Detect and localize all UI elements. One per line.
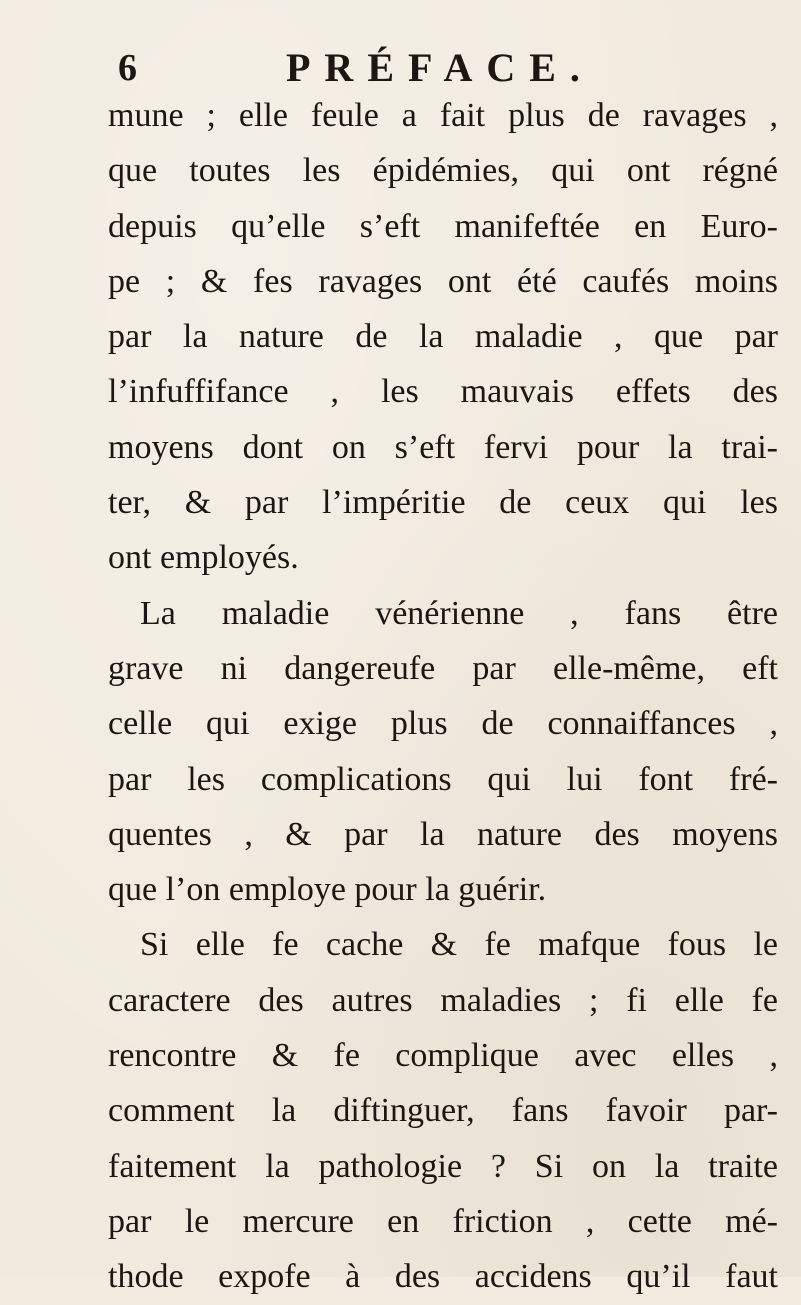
- text-line: que l’on employe pour la guérir.: [108, 871, 547, 909]
- text-line: rencontre & fe complique avec elles ,: [108, 1037, 778, 1075]
- running-head: [118, 44, 678, 92]
- running-title: PRÉFACE.: [286, 45, 594, 90]
- text-line: celle qui exige plus de connaiffances ,: [108, 705, 778, 743]
- text-line: par la nature de la maladie , que par: [108, 318, 778, 356]
- text-line: Si elle fe cache & fe mafque fous le: [140, 926, 778, 964]
- text-line: quentes , & par la nature des moyens: [108, 815, 778, 853]
- page-number: 6: [118, 47, 137, 89]
- text-line: ter, & par l’impéritie de ceux qui les: [108, 484, 778, 522]
- text-line: l’infuffifance , les mauvais effets des: [108, 373, 778, 411]
- text-line: moyens dont on s’eft fervi pour la trai-: [108, 428, 778, 466]
- text-line: comment la diftinguer, fans favoir par-: [108, 1092, 778, 1130]
- body-text: [108, 88, 778, 1305]
- text-line: thode expofe à des accidens qu’il faut: [108, 1258, 778, 1296]
- text-line: par le mercure en friction , cette mé-: [108, 1202, 778, 1240]
- text-line: mune ; elle feule a fait plus de ravages ,: [108, 97, 778, 134]
- text-line: pe ; & fes ravages ont été caufés moins: [108, 262, 778, 300]
- text-line: caractere des autres maladies ; fi elle fe: [108, 981, 778, 1019]
- text-line: que toutes les épidémies, qui ont régné: [108, 152, 778, 190]
- text-line: faitement la pathologie ? Si on la traite: [108, 1147, 778, 1185]
- text-line: grave ni dangereufe par elle-même, eft: [108, 649, 778, 687]
- text-line: depuis qu’elle s’eft manifeftée en Euro-: [108, 207, 778, 245]
- text-line: La maladie vénérienne , fans être: [140, 594, 778, 632]
- text-line: ont employés.: [108, 539, 299, 577]
- text-line: par les complications qui lui font fré-: [108, 760, 778, 798]
